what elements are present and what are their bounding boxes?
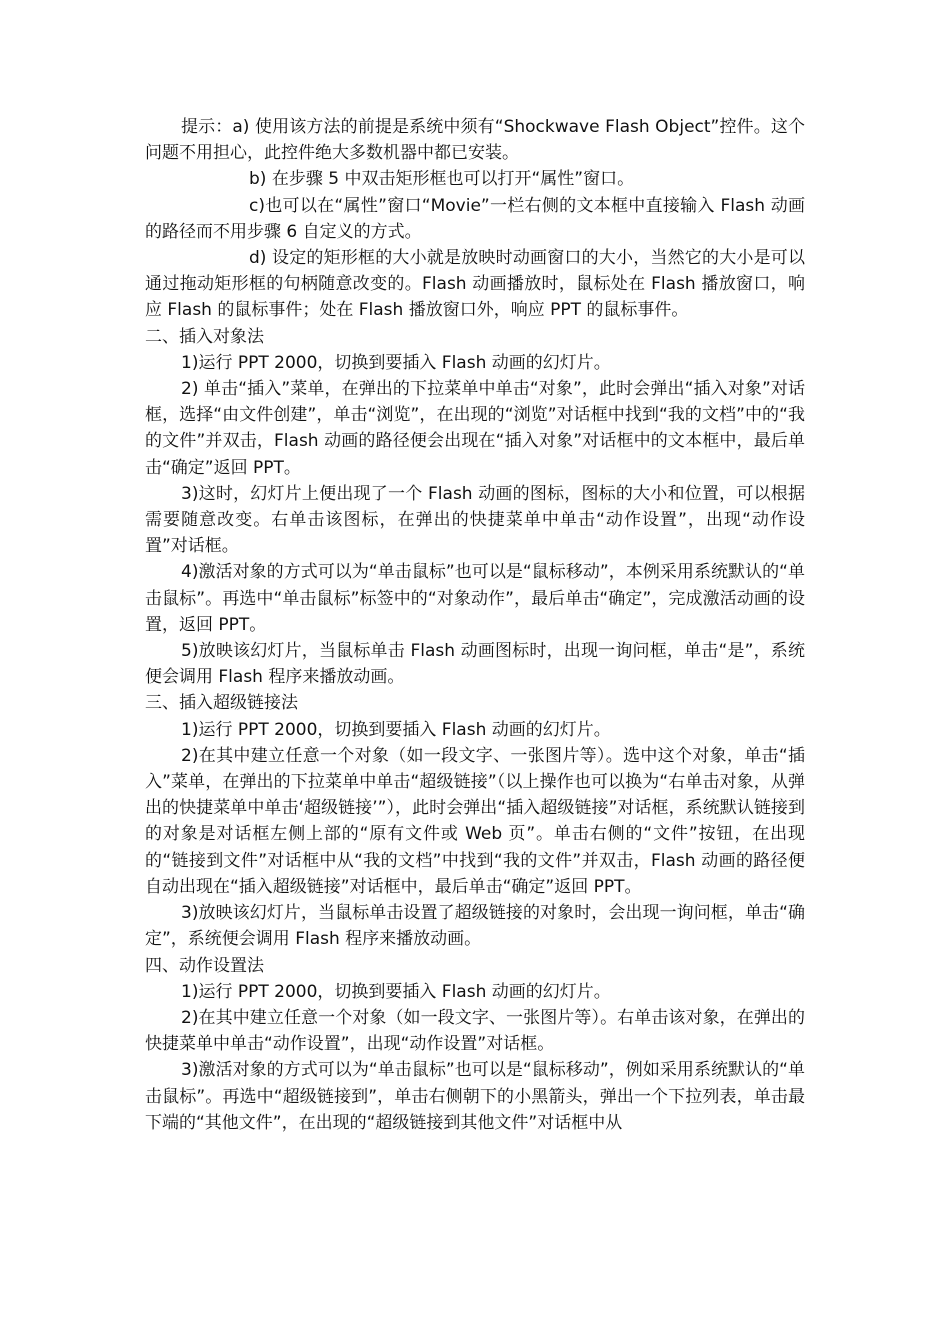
step-paragraph: 3)放映该幻灯片，当鼠标单击设置了超级链接的对象时，会出现一询问框，单击“确定”，系统便会调用 Flash 程序来播放动画。 xyxy=(145,903,805,950)
tip-a-paragraph: 提示：a) 使用该方法的前提是系统中须有“Shockwave Flash Object”控件。这个问题不用担心，此控件绝大多数机器中都已安装。 xyxy=(145,117,805,164)
step-paragraph: 5)放映该幻灯片，当鼠标单击 Flash 动画图标时，出现一询问框，单击“是”，系统便会调用 Flash 程序来播放动画。 xyxy=(145,641,805,688)
step-paragraph: 3)这时，幻灯片上便出现了一个 Flash 动画的图标，图标的大小和位置，可以根据需要随意改变。右单击该图标，在弹出的快捷菜单中单击“动作设置”，出现“动作设置”对话框。 xyxy=(145,483,805,557)
step-paragraph: 2)在其中建立任意一个对象（如一段文字、一张图片等）。选中这个对象，单击“插入”菜单，在弹出的下拉菜单中单击“超级链接”（以上操作也可以换为“右单击对象，从弹出的快捷菜单中单击‘超级链接’”），此时会弹出“插入超级链接”对话框，系统默认链接到的对象是对话框左侧上部的“原有文件或 Web 页”。单击右侧的“文件”按钮，在出现的“链接到文件”对话框中从“我的文档”中找到“我的文件”并双击，Flash 动画的路径便自动出现在“插入超级链接”对话框中，最后单击“确定”返回 PPT。 xyxy=(145,745,805,897)
tip-d-paragraph: d) 设定的矩形框的大小就是放映时动画窗口的大小，当然它的大小是可以通过拖动矩形框的句柄随意改变的。Flash 动画播放时，鼠标处在 Flash 播放窗口，响应 Flash 的鼠标事件；处在 Flash 播放窗口外，响应 PPT 的鼠标事件。 xyxy=(145,248,805,321)
step-paragraph: 4)激活对象的方式可以为“单击鼠标”也可以是“鼠标移动”，本例采用系统默认的“单击鼠标”。再选中“单击鼠标”标签中的“对象动作”，最后单击“确定”，完成激活动画的设置，返回 PPT。 xyxy=(145,562,805,635)
tip-b-paragraph: b) 在步骤 5 中双击矩形框也可以打开“属性”窗口。 xyxy=(249,169,635,190)
tip-c-paragraph: c)也可以在“属性”窗口“Movie”一栏右侧的文本框中直接输入 Flash 动画的路径而不用步骤 6 自定义的方式。 xyxy=(145,195,805,242)
step-paragraph: 1)运行 PPT 2000，切换到要插入 Flash 动画的幻灯片。 xyxy=(181,352,611,373)
step-paragraph: 2)在其中建立任意一个对象（如一段文字、一张图片等）。右单击该对象，在弹出的快捷菜单中单击“动作设置”，出现“动作设置”对话框。 xyxy=(145,1007,805,1055)
section-heading-action-settings: 四、动作设置法 xyxy=(145,955,264,976)
section-heading-hyperlink: 三、插入超级链接法 xyxy=(145,693,298,714)
step-paragraph: 1)运行 PPT 2000，切换到要插入 Flash 动画的幻灯片。 xyxy=(181,981,611,1002)
section-heading-insert-object: 二、插入对象法 xyxy=(145,326,264,347)
step-paragraph: 2) 单击“插入”菜单，在弹出的下拉菜单中单击“对象”，此时会弹出“插入对象”对话框，选择“由文件创建”，单击“浏览”，在出现的“浏览”对话框中找到“我的文档”中的“我的文件”并双击，Flash 动画的路径便会出现在“插入对象”对话框中的文本框中，最后单击“确定”返回 PPT。 xyxy=(145,379,805,478)
step-paragraph: 3)激活对象的方式可以为“单击鼠标”也可以是“鼠标移动”，例如采用系统默认的“单击鼠标”。再选中“超级链接到”，单击右侧朝下的小黑箭头，弹出一个下拉列表，单击最下端的“其他文件”，在出现的“超级链接到其他文件”对话框中从 xyxy=(145,1060,805,1133)
step-paragraph: 1)运行 PPT 2000，切换到要插入 Flash 动画的幻灯片。 xyxy=(181,719,611,740)
document-body xyxy=(145,114,805,1136)
